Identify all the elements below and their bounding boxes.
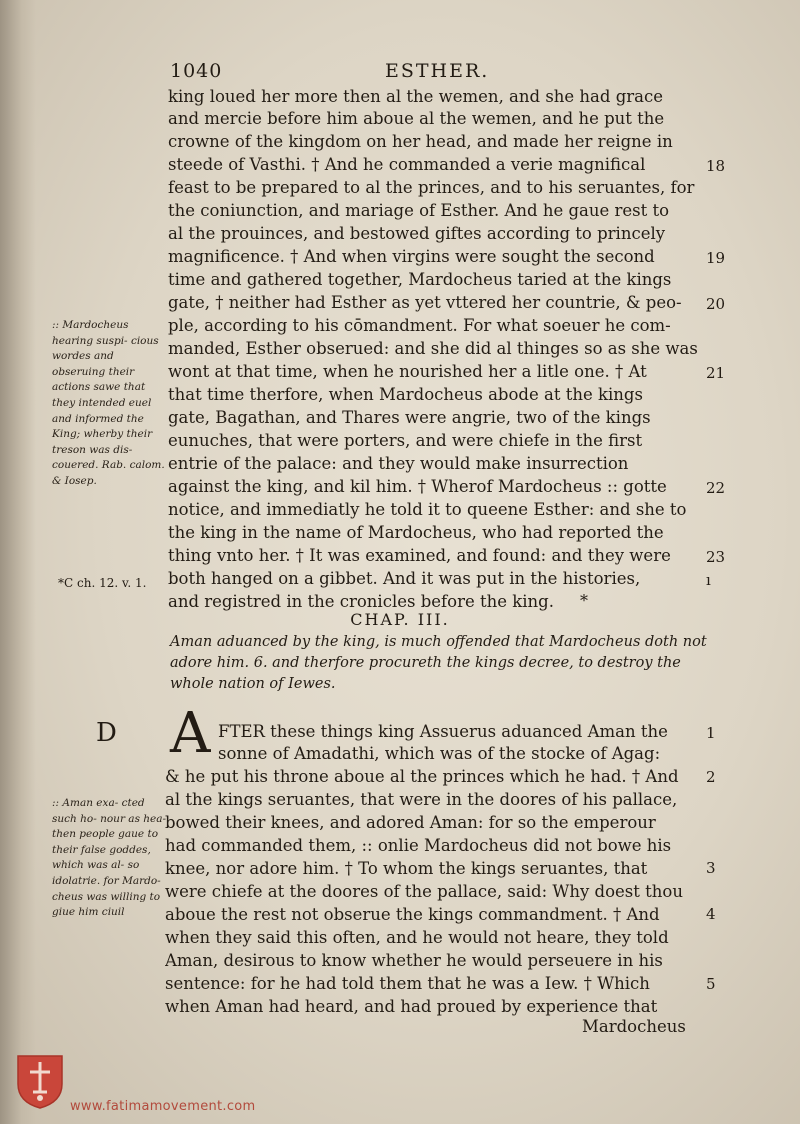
verse-number: 22 xyxy=(706,479,726,497)
body-line: wont at that time, when he nourished her a litle one. † At xyxy=(168,362,647,381)
body-line: thing vnto her. † It was examined, and found: and they were xyxy=(168,546,671,565)
body-line: and registred in the cronicles before the king. xyxy=(168,592,554,611)
chapter-line: & he put his throne aboue al the princes which he had. † And xyxy=(165,767,679,786)
body-line: notice, and immediatly he told it to queene Esther: and she to xyxy=(168,500,687,519)
chapter-heading: CHAP. III. xyxy=(350,610,450,629)
fatima-seal-logo-icon[interactable] xyxy=(14,1052,66,1110)
verse-number: 20 xyxy=(706,295,726,313)
verse-mark: ı xyxy=(706,571,711,589)
section-letter: D xyxy=(96,718,117,748)
body-line: feast to be prepared to al the princes, and to his seruantes, for xyxy=(168,178,695,197)
body-line: eunuches, that were porters, and were chiefe in the first xyxy=(168,431,643,450)
verse-number: 19 xyxy=(706,249,726,267)
body-line: king loued her more then al the wemen, and she had grace xyxy=(168,87,663,106)
cross-reference: *C ch. 12. v. 1. xyxy=(58,576,147,590)
body-line: al the prouinces, and bestowed giftes according to princely xyxy=(168,224,666,243)
margin-note: :: Aman exa- cted such ho- nour as hea- then people gaue to their false goddes, which was al- so idolatrie. for Mardo- cheus was willing to giue him ciuil xyxy=(52,797,167,919)
body-line: time and gathered together, Mardocheus taried at the kings xyxy=(168,270,672,289)
body-line: ple, according to his cōmandment. For what soeuer he com- xyxy=(168,316,671,335)
chapter-line: FTER these things king Assuerus aduanced Aman the xyxy=(218,722,668,741)
chapter-line: sonne of Amadathi, which was of the stocke of Agag: xyxy=(218,744,661,763)
drop-cap: A xyxy=(170,701,211,766)
body-line: both hanged on a gibbet. And it was put in the histories, xyxy=(168,569,641,588)
catchword: Mardocheus xyxy=(582,1017,686,1036)
chapter-line: knee, nor adore him. † To whom the kings seruantes, that xyxy=(165,859,648,878)
chapter-line: sentence: for he had told them that he was a Iew. † Which xyxy=(165,974,650,993)
chapter-line: when Aman had heard, and had proued by experience that xyxy=(165,997,658,1016)
body-line: the king in the name of Mardocheus, who had reported the xyxy=(168,523,664,542)
chapter-line: Aman, desirous to know whether he would perseuere in his xyxy=(165,951,663,970)
body-line: against the king, and kil him. † Wherof Mardocheus :: gotte xyxy=(168,477,667,496)
verse-number: 3 xyxy=(706,859,716,877)
body-line: steede of Vasthi. † And he commanded a verie magnifical xyxy=(168,155,646,174)
body-line: gate, † neither had Esther as yet vttered her countrie, & peo- xyxy=(168,293,682,312)
book-title: ESTHER. xyxy=(385,60,490,82)
page-number: 1040 xyxy=(170,60,223,82)
verse-number: 23 xyxy=(706,548,726,566)
verse-number: 2 xyxy=(706,768,716,786)
verse-number: 21 xyxy=(706,364,726,382)
chapter-line: were chiefe at the doores of the pallace, said: Why doest thou xyxy=(165,882,683,901)
body-line: and mercie before him aboue al the wemen, and he put the xyxy=(168,109,665,128)
body-line: manded, Esther obserued: and she did al thinges so as she was xyxy=(168,339,698,358)
chapter-line: aboue the rest not obserue the kings commandment. † And xyxy=(165,905,660,924)
body-line: that time therfore, when Mardocheus abode at the kings xyxy=(168,385,643,404)
verse-number: 5 xyxy=(706,975,716,993)
watermark-link[interactable]: www.fatimamovement.com xyxy=(70,1099,256,1114)
body-line: gate, Bagathan, and Thares were angrie, two of the kings xyxy=(168,408,651,427)
body-line: the coniunction, and mariage of Esther. And he gaue rest to xyxy=(168,201,670,220)
body-line: magnificence. † And when virgins were sought the second xyxy=(168,247,655,266)
chapter-line: when they said this often, and he would not heare, they told xyxy=(165,928,669,947)
verse-number: 1 xyxy=(706,724,716,742)
running-head xyxy=(170,60,690,86)
end-asterisk: * xyxy=(580,591,588,610)
chapter-summary: Aman aduanced by the king, is much offended that Mardocheus doth not adore him. 6. and therfore procureth the kings decree, to destroy the whole nation of Iewes. xyxy=(170,634,707,692)
body-line: entrie of the palace: and they would make insurrection xyxy=(168,454,629,473)
chapter-line: al the kings seruantes, that were in the doores of his pallace, xyxy=(165,790,678,809)
body-line: crowne of the kingdom on her head, and made her reigne in xyxy=(168,132,673,151)
verse-number: 18 xyxy=(706,157,726,175)
chapter-line: had commanded them, :: onlie Mardocheus did not bowe his xyxy=(165,836,672,855)
page-gutter-shadow xyxy=(0,0,36,1124)
margin-note: :: Mardocheus hearing suspi- cious wordes and obseruing their actions sawe that they intended euel and informed the King; wherby their treson was dis- couered. Rab. calom. & Iosep. xyxy=(52,319,165,487)
verse-number: 4 xyxy=(706,905,716,923)
chapter-line: bowed their knees, and adored Aman: for so the emperour xyxy=(165,813,656,832)
